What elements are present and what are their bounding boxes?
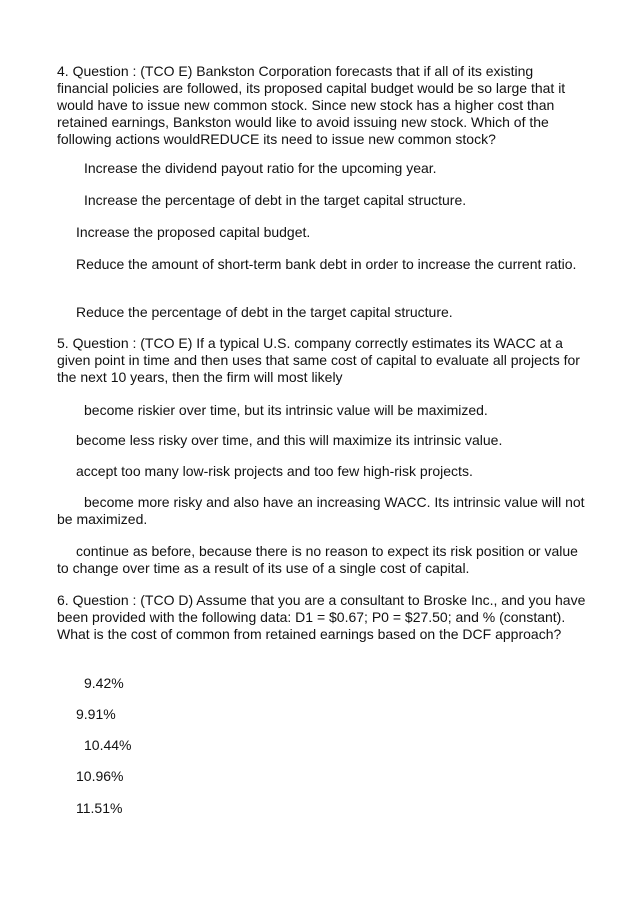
question-5-option-2[interactable]: become less risky over time, and this will maximize its intrinsic value.: [76, 432, 503, 448]
question-5-option-5[interactable]: continue as before, because there is no reason to expect its risk position or value to change over time as a result of its use of a single cost of capital.: [57, 543, 578, 576]
question-4-option-4[interactable]: Reduce the amount of short-term bank debt in order to increase the current ratio.: [76, 256, 577, 272]
question-4-prompt: 4. Question : (TCO E) Bankston Corporation forecasts that if all of its existing financial policies are followed, its proposed capital budget would be so large that it would have to issue new common stock. Since new stock has a higher cost than retained earnings, Bankston would like to avoid issuing new stock. Which of the following actions wouldREDUCE its need to issue new common stock?: [57, 63, 566, 147]
question-4-option-5[interactable]: Reduce the percentage of debt in the target capital structure.: [76, 304, 453, 320]
question-6-option-2[interactable]: 9.91%: [76, 706, 116, 722]
question-4-option-3[interactable]: Increase the proposed capital budget.: [76, 224, 311, 240]
question-6-option-5[interactable]: 11.51%: [76, 800, 123, 816]
question-5-prompt: 5. Question : (TCO E) If a typical U.S. company correctly estimates its WACC at a given point in time and then uses that same cost of capital to evaluate all projects for the next 10 years, then the firm will most likely: [57, 335, 580, 385]
question-6-prompt: 6. Question : (TCO D) Assume that you are a consultant to Broske Inc., and you have been provided with the following data: D1 = $0.67; P0 = $27.50; and % (constant). What is the cost of common from retained earnings based on the DCF approach?: [57, 592, 586, 642]
question-6-option-3[interactable]: 10.44%: [84, 737, 132, 753]
question-4-option-1[interactable]: Increase the dividend payout ratio for the upcoming year.: [84, 160, 437, 176]
question-6-option-4[interactable]: 10.96%: [76, 768, 124, 784]
question-4-option-2[interactable]: Increase the percentage of debt in the target capital structure.: [84, 192, 467, 208]
question-5-option-4[interactable]: become more risky and also have an increasing WACC. Its intrinsic value will not be maximized.: [57, 494, 585, 527]
question-5-option-1[interactable]: become riskier over time, but its intrinsic value will be maximized.: [84, 402, 488, 418]
question-5-option-3[interactable]: accept too many low-risk projects and too few high-risk projects.: [76, 463, 473, 479]
question-6-option-1[interactable]: 9.42%: [84, 675, 124, 691]
